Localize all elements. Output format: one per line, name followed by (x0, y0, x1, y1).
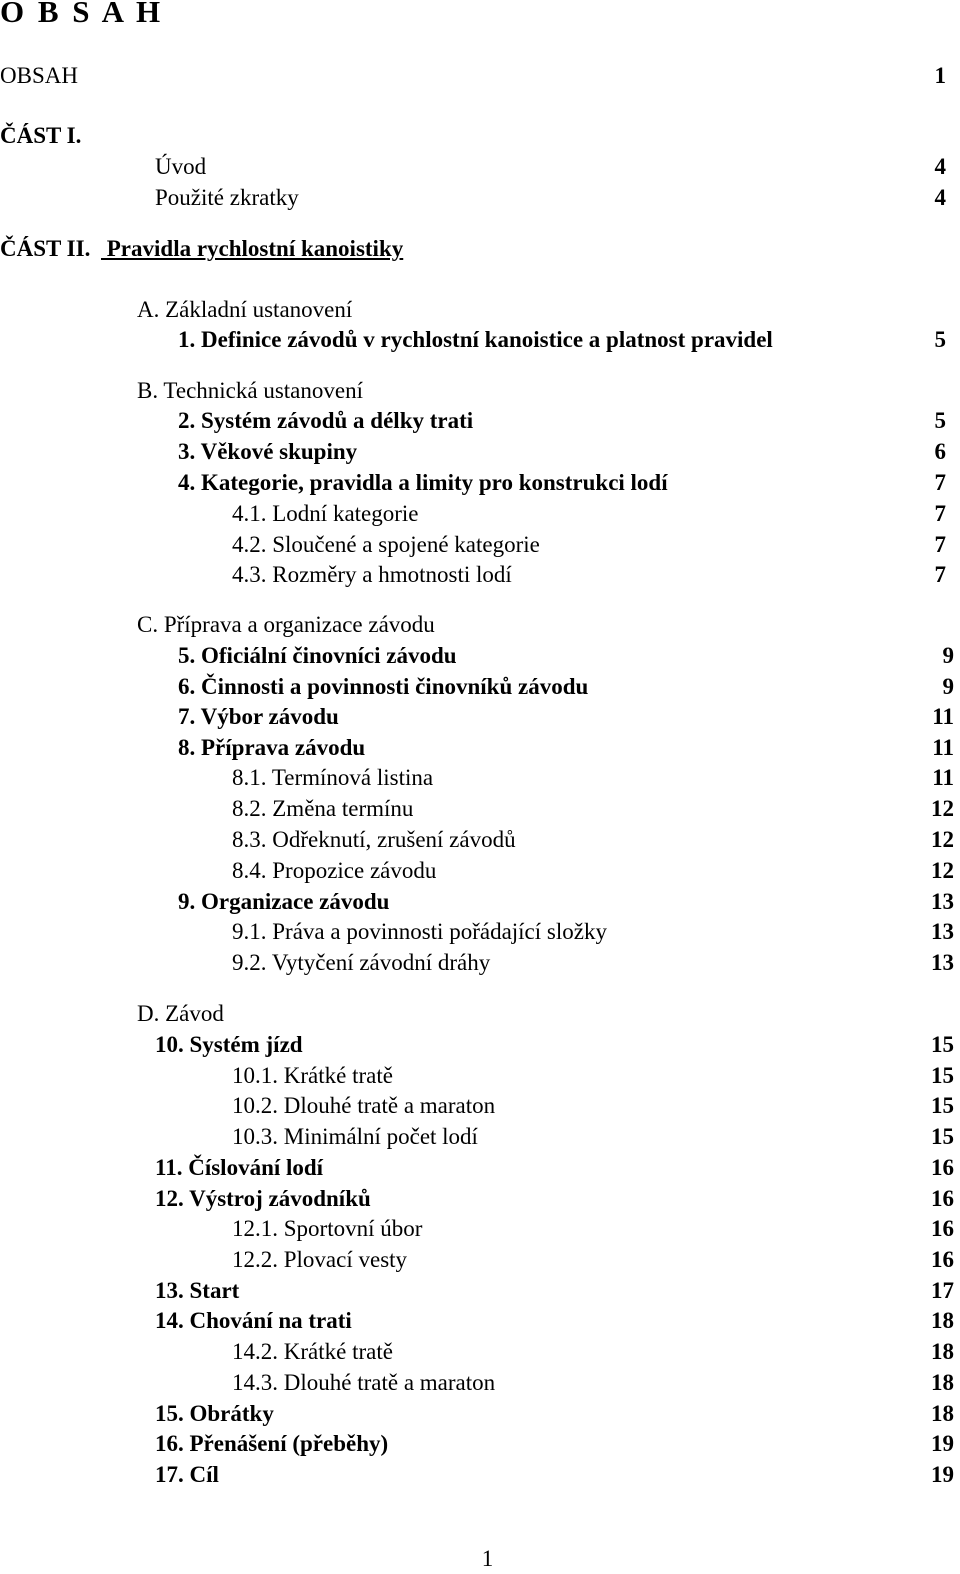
toc-entry (0, 1091, 960, 1121)
toc-entry (0, 825, 960, 855)
toc-entry-label: 12. Výstroj závodníků (155, 1186, 371, 1211)
toc-entry-label: 17. Cíl (155, 1462, 219, 1487)
toc-entry-label: 9.1. Práva a povinnosti pořádající složky (232, 919, 607, 944)
toc-entry (0, 530, 960, 560)
toc-entry (0, 1337, 960, 1367)
toc-entry-page: 18 (931, 1401, 954, 1426)
toc-entry-page: 15 (931, 1032, 954, 1057)
toc-entry-page: 12 (931, 796, 954, 821)
toc-entry (0, 61, 960, 91)
toc-entry (0, 1245, 960, 1275)
toc-entry-page: 16 (931, 1247, 954, 1272)
toc-entry (0, 1214, 960, 1244)
toc-entry-page: 1 (934, 63, 946, 88)
toc-entry-page: 5 (934, 408, 946, 433)
toc-entry (0, 733, 960, 763)
toc-entry-page: 19 (931, 1462, 954, 1487)
toc-entry-label: Pravidla rychlostní kanoistiky (101, 236, 404, 261)
toc-entry-label: C. Příprava a organizace závodu (137, 612, 435, 637)
toc-entry-page: 12 (931, 827, 954, 852)
toc-entry-page: 11 (932, 704, 954, 729)
toc-entry (0, 641, 960, 671)
toc-entry (0, 152, 960, 182)
toc-entry-label: 8.2. Změna termínu (232, 796, 414, 821)
toc-entry (0, 1368, 960, 1398)
toc-entry (0, 794, 960, 824)
toc-entry-label: 10. Systém jízd (155, 1032, 303, 1057)
toc-entry-page: 4 (934, 154, 946, 179)
toc-entry (0, 1399, 960, 1429)
toc-entry (0, 499, 960, 529)
toc-entry-label: 10.1. Krátké tratě (232, 1063, 393, 1088)
toc-entry-label: 4.1. Lodní kategorie (232, 501, 419, 526)
toc-entry-label: 8. Příprava závodu (178, 735, 366, 760)
toc-entry-page: 18 (931, 1339, 954, 1364)
toc-entry-label: 10.3. Minimální počet lodí (232, 1124, 478, 1149)
toc-entry-page: 18 (931, 1370, 954, 1395)
toc-entry-page: 12 (931, 858, 954, 883)
toc-entry-label: ČÁST I. (0, 123, 82, 148)
toc-entry (0, 376, 960, 406)
toc-entry-label: OBSAH (0, 63, 78, 88)
toc-entry-label: 8.4. Propozice závodu (232, 858, 437, 883)
toc-entry-label: ČÁST II. (0, 236, 91, 261)
toc-entry-label: 6. Činnosti a povinnosti činovníků závodu (178, 674, 589, 699)
toc-entry-label: 8.3. Odřeknutí, zrušení závodů (232, 827, 516, 852)
toc-entry (0, 1429, 960, 1459)
toc-entry-label: 7. Výbor závodu (178, 704, 339, 729)
toc-entry-label: 10.2. Dlouhé tratě a maraton (232, 1093, 496, 1118)
toc-entry (0, 763, 960, 793)
toc-entry (0, 856, 960, 886)
toc-entry (0, 183, 960, 213)
toc-entry-label: 5. Oficiální činovníci závodu (178, 643, 457, 668)
toc-entry-label: 9.2. Vytyčení závodní dráhy (232, 950, 491, 975)
toc-entry (0, 1306, 960, 1336)
toc-entry-label: 14.3. Dlouhé tratě a maraton (232, 1370, 496, 1395)
toc-entry (0, 672, 960, 702)
toc-entry-page: 16 (931, 1186, 954, 1211)
toc-heading: O B S A H (0, 0, 164, 29)
toc-entry-page: 15 (931, 1063, 954, 1088)
toc-entry (0, 948, 960, 978)
toc-entry-label: 16. Přenášení (přeběhy) (155, 1431, 389, 1456)
toc-entry-page: 11 (932, 765, 954, 790)
toc-entry-page: 7 (934, 532, 946, 557)
toc-entry (0, 325, 960, 355)
toc-entry (0, 560, 960, 590)
toc-entry-label: 14. Chování na trati (155, 1308, 352, 1333)
toc-entry-label: 4.2. Sloučené a spojené kategorie (232, 532, 540, 557)
toc-entry-page: 16 (931, 1216, 954, 1241)
toc-entry-label: A. Základní ustanovení (137, 297, 353, 322)
toc-entry-page: 13 (931, 950, 954, 975)
page-number: 1 (481, 1546, 494, 1571)
toc-entry (0, 121, 960, 151)
toc-entry-page: 9 (942, 643, 954, 668)
toc-entry-label: 4.3. Rozměry a hmotnosti lodí (232, 562, 512, 587)
toc-entry (0, 702, 960, 732)
toc-entry-label: B. Technická ustanovení (137, 378, 363, 403)
toc-entry-label: 14.2. Krátké tratě (232, 1339, 393, 1364)
toc-entry-page: 17 (931, 1278, 954, 1303)
toc-entry (0, 295, 960, 325)
toc-entry-page: 15 (931, 1124, 954, 1149)
toc-entry (0, 999, 960, 1029)
toc-entry-page: 15 (931, 1093, 954, 1118)
toc-entry (0, 610, 960, 640)
toc-entry-label: 9. Organizace závodu (178, 889, 390, 914)
toc-entry (0, 468, 960, 498)
toc-entry-page: 4 (934, 185, 946, 210)
toc-entry-label: Použité zkratky (155, 185, 299, 210)
toc-entry-label: 8.1. Termínová listina (232, 765, 434, 790)
toc-entry-label: Úvod (155, 154, 207, 179)
toc-entry-page: 13 (931, 889, 954, 914)
toc-entry-page: 7 (934, 470, 946, 495)
toc-entry-page: 19 (931, 1431, 954, 1456)
toc-entry-page: 5 (934, 327, 946, 352)
toc-entry-page: 7 (934, 501, 946, 526)
toc-entry-label: 12.2. Plovací vesty (232, 1247, 408, 1272)
toc-entry-label: 15. Obrátky (155, 1401, 274, 1426)
toc-entry (0, 917, 960, 947)
toc-entry-page: 18 (931, 1308, 954, 1333)
toc-entry (0, 1122, 960, 1152)
toc-entry-label: 1. Definice závodů v rychlostní kanoistice a platnost pravidel (178, 327, 773, 352)
toc-entry (0, 1276, 960, 1306)
toc-entry-page: 7 (934, 562, 946, 587)
toc-entry (0, 406, 960, 436)
toc-entry-page: 16 (931, 1155, 954, 1180)
toc-entry-label: 13. Start (155, 1278, 240, 1303)
toc-entry (0, 1184, 960, 1214)
toc-entry (0, 887, 960, 917)
toc-entry-label: 12.1. Sportovní úbor (232, 1216, 423, 1241)
toc-entry-page: 11 (932, 735, 954, 760)
toc-entry-label: D. Závod (137, 1001, 224, 1026)
toc-entry (0, 1153, 960, 1183)
toc-entry-label: 4. Kategorie, pravidla a limity pro konstrukci lodí (178, 470, 668, 495)
toc-entry-label: 3. Věkové skupiny (178, 439, 358, 464)
toc-entry (0, 1030, 960, 1060)
toc-entry (0, 437, 960, 467)
toc-entry-label: 11. Číslování lodí (155, 1155, 324, 1180)
toc-entry (0, 1460, 960, 1490)
toc-entry-page: 6 (934, 439, 946, 464)
toc-entry (0, 1061, 960, 1091)
toc-entry-page: 9 (942, 674, 954, 699)
toc-entry (0, 234, 960, 264)
toc-entry-page: 13 (931, 919, 954, 944)
toc-entry-label: 2. Systém závodů a délky trati (178, 408, 474, 433)
